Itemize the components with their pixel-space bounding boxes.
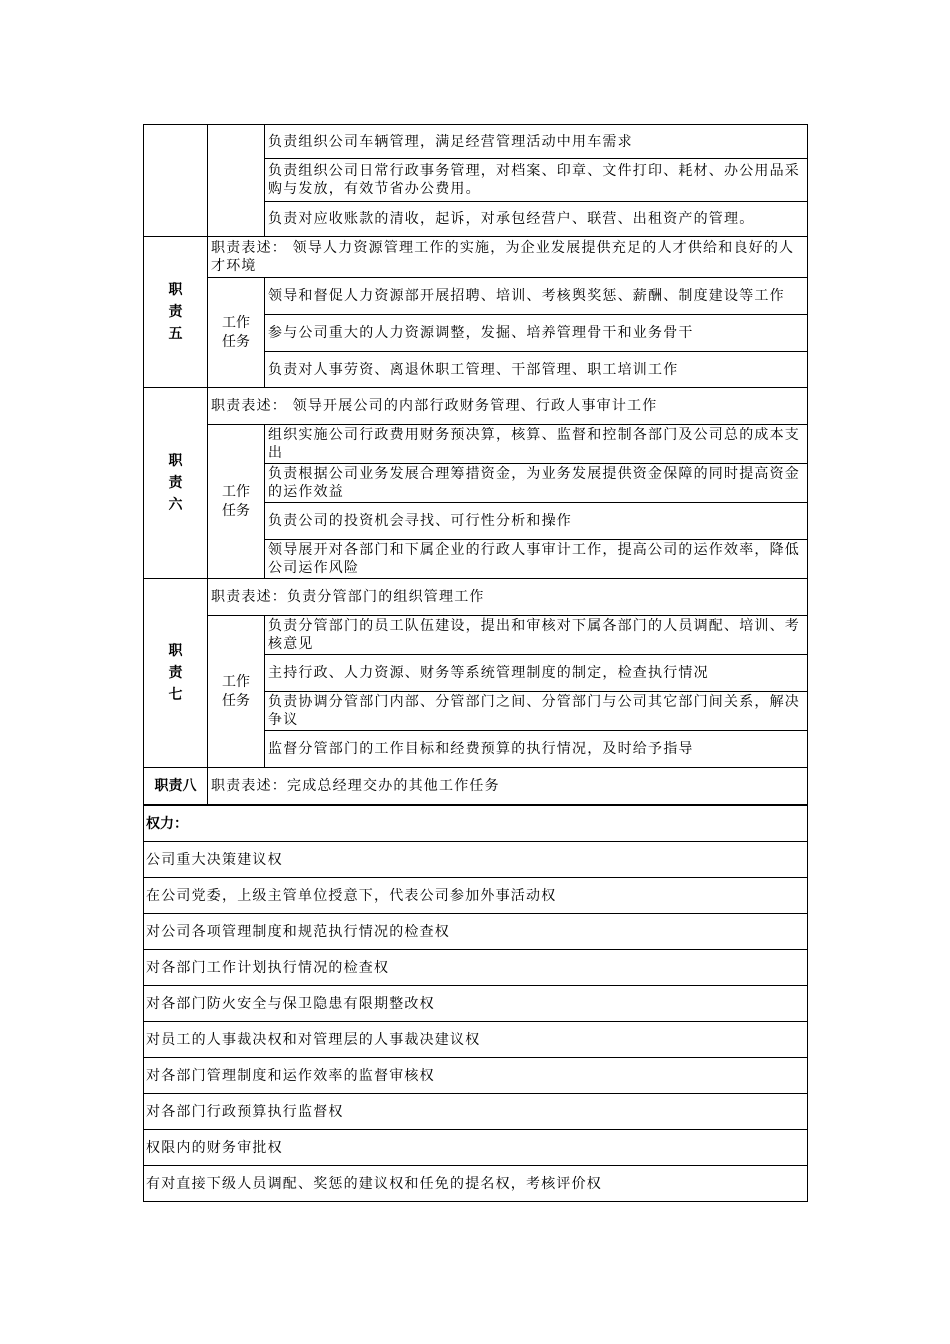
table-row — [144, 579, 808, 616]
task-cell: 负责对应收账款的清收，起诉，对承包经营户、联营、出租资产的管理。 — [265, 202, 808, 237]
task-cell: 负责公司的投资机会寻找、可行性分析和操作 — [265, 503, 808, 540]
task-cell: 负责对人事劳资、离退休职工管理、干部管理、职工培训工作 — [265, 352, 808, 388]
task-cell: 负责协调分管部门内部、分管部门之间、分管部门与公司其它部门间关系，解决争议 — [265, 692, 808, 731]
duty-description: 职责表述： 领导开展公司的内部行政财务管理、行政人事审计工作 — [208, 388, 808, 425]
work-task-label: 工作任务 — [208, 425, 265, 579]
table-row — [144, 878, 808, 914]
table-row — [144, 1094, 808, 1130]
table-row — [144, 388, 808, 425]
duties-table — [143, 124, 808, 1202]
table-row — [144, 842, 808, 878]
power-item: 对各部门防火安全与保卫隐患有限期整改权 — [144, 986, 808, 1022]
power-item: 对各部门工作计划执行情况的检查权 — [144, 950, 808, 986]
task-cell: 主持行政、人力资源、财务等系统管理制度的制定，检查执行情况 — [265, 655, 808, 692]
duty-description: 职责表述：负责分管部门的组织管理工作 — [208, 579, 808, 616]
work-task-label: 工作任务 — [208, 278, 265, 388]
duty-description: 职责表述：完成总经理交办的其他工作任务 — [208, 768, 808, 806]
duty-label: 职责六 — [144, 388, 208, 579]
table-row — [144, 1166, 808, 1202]
task-cell: 领导展开对各部门和下属企业的行政人事审计工作，提高公司的运作效率，降低公司运作风险 — [265, 540, 808, 579]
power-item: 对公司各项管理制度和规范执行情况的检查权 — [144, 914, 808, 950]
prev-duty-label-cell — [144, 125, 208, 237]
job-description-sheet — [143, 124, 807, 1202]
duty-label: 职责五 — [144, 237, 208, 388]
table-row — [144, 950, 808, 986]
table-row — [144, 914, 808, 950]
table-row — [144, 986, 808, 1022]
work-task-label: 工作任务 — [208, 616, 265, 768]
table-row — [144, 768, 808, 806]
task-cell: 参与公司重大的人力资源调整，发掘、培养管理骨干和业务骨干 — [265, 315, 808, 352]
power-item: 公司重大决策建议权 — [144, 842, 808, 878]
duty-label: 职责七 — [144, 579, 208, 768]
duty-label: 职责八 — [144, 768, 208, 806]
power-heading: 权力： — [144, 805, 808, 842]
task-cell: 负责根据公司业务发展合理筹措资金，为业务发展提供资金保障的同时提高资金的运作效益 — [265, 464, 808, 503]
power-item: 对各部门行政预算执行监督权 — [144, 1094, 808, 1130]
table-row — [144, 616, 808, 655]
task-cell: 监督分管部门的工作目标和经费预算的执行情况，及时给予指导 — [265, 731, 808, 768]
table-row — [144, 805, 808, 842]
table-row — [144, 125, 808, 159]
table-row — [144, 1130, 808, 1166]
task-cell: 负责分管部门的员工队伍建设，提出和审核对下属各部门的人员调配、培训、考核意见 — [265, 616, 808, 655]
duty-description: 职责表述： 领导人力资源管理工作的实施，为企业发展提供充足的人才供给和良好的人才环境 — [208, 237, 808, 278]
task-cell: 领导和督促人力资源部开展招聘、培训、考核舆奖惩、薪酬、制度建设等工作 — [265, 278, 808, 315]
power-item: 对员工的人事裁决权和对管理层的人事裁决建议权 — [144, 1022, 808, 1058]
power-item: 权限内的财务审批权 — [144, 1130, 808, 1166]
table-row — [144, 237, 808, 278]
task-cell: 负责组织公司车辆管理，满足经营管理活动中用车需求 — [265, 125, 808, 159]
task-cell: 组织实施公司行政费用财务预决算，核算、监督和控制各部门及公司总的成本支出 — [265, 425, 808, 464]
table-row — [144, 1058, 808, 1094]
prev-duty-sub-cell — [208, 125, 265, 237]
task-cell: 负责组织公司日常行政事务管理，对档案、印章、文件打印、耗材、办公用品采购与发放，有效节省办公费用。 — [265, 159, 808, 202]
table-row — [144, 425, 808, 464]
power-item: 在公司党委，上级主管单位授意下，代表公司参加外事活动权 — [144, 878, 808, 914]
power-item: 对各部门管理制度和运作效率的监督审核权 — [144, 1058, 808, 1094]
power-item: 有对直接下级人员调配、奖惩的建议权和任免的提名权，考核评价权 — [144, 1166, 808, 1202]
table-row — [144, 1022, 808, 1058]
table-row — [144, 278, 808, 315]
